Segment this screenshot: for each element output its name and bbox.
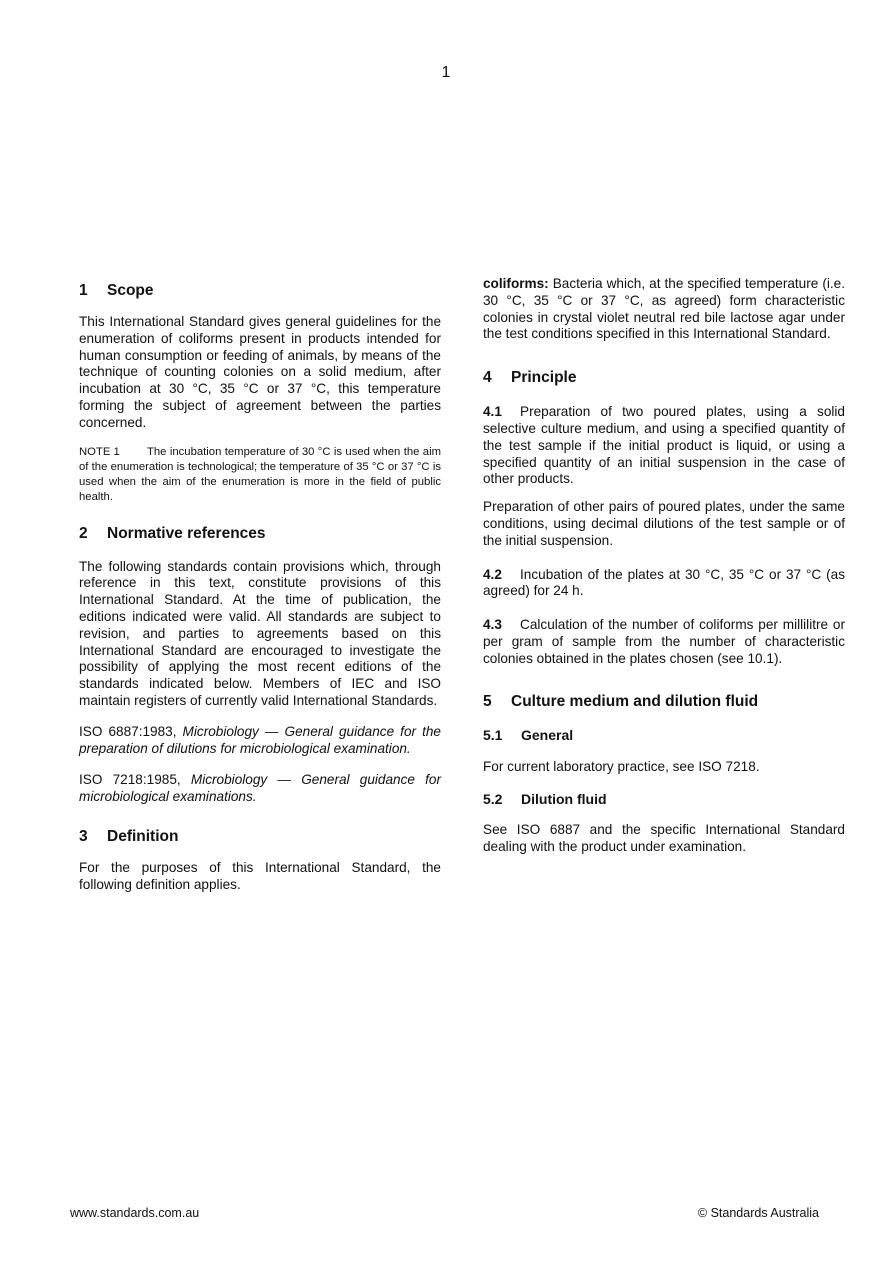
footer-website: www.standards.com.au <box>70 1206 200 1220</box>
section-number: 4 <box>483 369 492 387</box>
dilution-fluid-paragraph: See ISO 6887 and the specific International Standard dealing with the product under examination. <box>483 822 845 855</box>
section-title: Culture medium and dilution fluid <box>511 692 759 710</box>
definition-coliforms <box>483 276 845 343</box>
right-column <box>483 276 845 856</box>
clause-4-1 <box>483 404 845 488</box>
definition-term: coliforms: <box>483 276 549 291</box>
reference-title: Microbiology — General guidance for the preparation of dilutions for microbiological examination. <box>79 723 441 756</box>
reference-iso-6887 <box>79 724 441 758</box>
clause-number: 4.3 <box>483 617 502 633</box>
section-heading-definition <box>79 827 441 847</box>
clause-number: 4.1 <box>483 404 502 420</box>
note-label: NOTE 1 <box>79 445 120 458</box>
subsection-title: General <box>521 726 574 743</box>
reference-title: Microbiology — General guidance for microbiological examinations. <box>79 772 442 805</box>
section-heading-scope <box>79 281 441 301</box>
left-column <box>79 279 441 894</box>
general-paragraph: For current laboratory practice, see ISO 7218. <box>483 758 760 774</box>
clause-4-2 <box>483 567 845 601</box>
section-number: 5 <box>483 692 492 710</box>
reference-code: ISO 7218:1985, <box>79 772 181 788</box>
section-title: Scope <box>107 282 154 299</box>
section-heading-culture-medium <box>483 692 845 712</box>
clause-text: Calculation of the number of coliforms per millilitre or per gram of sample from the number of characteristic colonies obtained in the plates chosen (see 10.1). <box>483 617 845 666</box>
subsection-heading-dilution-fluid <box>483 790 845 808</box>
section-title: Normative references <box>107 524 266 542</box>
subsection-number: 5.1 <box>483 726 503 743</box>
section-heading-normative-references <box>79 524 441 544</box>
note-1 <box>79 445 441 505</box>
clause-4-3 <box>483 617 845 667</box>
scope-paragraph: This International Standard gives general guidelines for the enumeration of coliforms present in products intended for human consumption or feeding of animals, by means of the technique of counting colonies on a solid medium, after incubation at 30 °C, 35 °C or 37 °C, this temperature forming the subject of agreement between the parties concerned. <box>79 314 441 430</box>
clause-4-1-paragraph-2: Preparation of other pairs of poured plates, under the same conditions, using decimal dilutions of the test sample or of the initial suspension. <box>483 499 845 548</box>
subsection-heading-general <box>483 726 845 744</box>
definition-paragraph: For the purposes of this International Standard, the following definition applies. <box>79 859 441 892</box>
subsection-title: Dilution fluid <box>521 791 607 808</box>
clause-text: Incubation of the plates at 30 °C, 35 °C or 37 °C (as agreed) for 24 h. <box>483 566 845 599</box>
normative-paragraph: The following standards contain provisions which, through reference in this text, constitute provisions of this International Standard. At the time of publication, the editions indicated were valid. All standards are subject to revision, and parties to agreements based on this International Standard are encouraged to investigate the possibility of applying the most recent editions of the standards indicated below. Members of IEC and ISO maintain registers of currently valid International Standards. <box>79 558 441 708</box>
section-number: 1 <box>79 282 88 299</box>
section-title: Definition <box>107 827 179 845</box>
section-number: 2 <box>79 524 88 542</box>
section-number: 3 <box>79 827 88 845</box>
reference-iso-7218 <box>79 772 441 806</box>
section-heading-principle <box>483 368 845 388</box>
page-number: 1 <box>441 64 451 81</box>
definition-text: Bacteria which, at the specified temperature (i.e. 30 °C, 35 °C or 37 °C, as agreed) form characteristic colonies in crystal violet neutral red bile lactose agar under the test conditions specified in this International Standard. <box>483 276 845 342</box>
section-title: Principle <box>511 369 577 387</box>
subsection-number: 5.2 <box>483 791 503 808</box>
clause-number: 4.2 <box>483 566 502 582</box>
reference-code: ISO 6887:1983, <box>79 723 177 739</box>
note-text: The incubation temperature of 30 °C is used when the aim of the enumeration is technological; the temperature of 35 °C or 37 °C is used when the aim of the enumeration is more in the field of public health. <box>79 445 441 503</box>
footer-copyright: © Standards Australia <box>697 1206 819 1220</box>
clause-text: Preparation of two poured plates, using a solid selective culture medium, and using a specified quantity of the test sample if the initial product is liquid, or using a specified quantity of an initial suspension in the case of other products. <box>483 404 845 487</box>
